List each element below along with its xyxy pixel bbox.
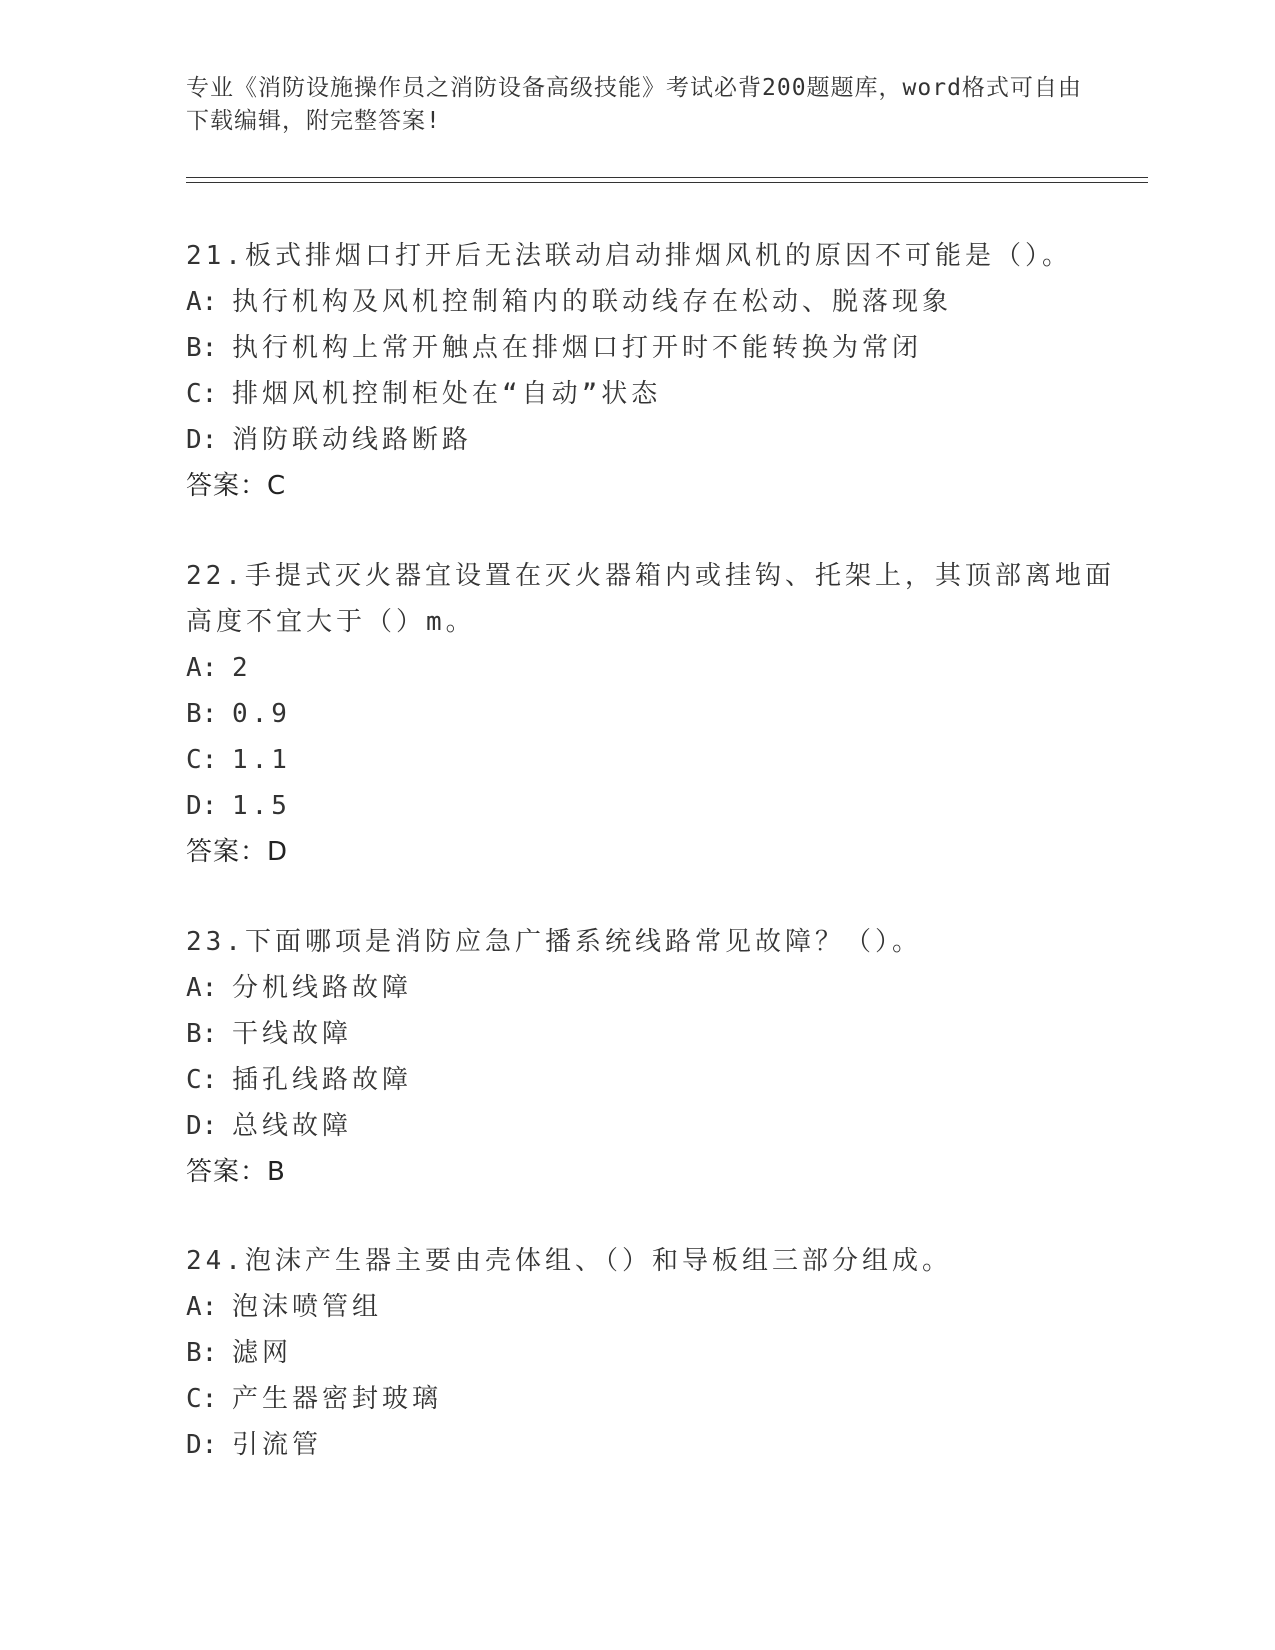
option-text: 引流管: [232, 1430, 323, 1460]
option-key: A:: [186, 1292, 218, 1322]
option-b: [186, 691, 1116, 737]
answer-label: 答案：C: [186, 471, 287, 501]
option-text: 插孔线路故障: [232, 1065, 413, 1095]
option-text: 2: [232, 653, 252, 683]
option-text: 分机线路故障: [232, 973, 413, 1003]
answer-label: 答案：B: [186, 1157, 286, 1187]
option-key: A:: [186, 287, 218, 317]
option-b: [186, 325, 1116, 371]
option-text: 执行机构上常开触点在排烟口打开时不能转换为常闭: [232, 333, 923, 363]
option-d: [186, 783, 1116, 829]
question-24: [186, 1238, 1116, 1468]
option-key: B:: [186, 333, 218, 363]
option-key: B:: [186, 1019, 218, 1049]
option-key: C:: [186, 1384, 218, 1414]
answer-label: 答案：D: [186, 837, 289, 867]
option-key: A:: [186, 653, 218, 683]
question-stem: 21.板式排烟口打开后无法联动启动排烟风机的原因不可能是（）。: [186, 241, 1072, 271]
option-c: [186, 1057, 1116, 1103]
option-text: 1.1: [232, 745, 291, 775]
header-divider-bottom: [186, 182, 1148, 183]
document-header: [186, 72, 1086, 138]
option-c: [186, 1376, 1116, 1422]
question-23: [186, 919, 1116, 1195]
question-22: [186, 553, 1116, 875]
option-key: C:: [186, 1065, 218, 1095]
option-b: [186, 1330, 1116, 1376]
question-stem: 22.手提式灭火器宜设置在灭火器箱内或挂钩、托架上，其顶部离地面高度不宜大于（）m。: [186, 561, 1115, 637]
option-key: D:: [186, 1111, 218, 1141]
option-key: B:: [186, 1338, 218, 1368]
option-key: B:: [186, 699, 218, 729]
option-text: 泡沫喷管组: [232, 1292, 383, 1322]
option-key: C:: [186, 379, 218, 409]
question-21: [186, 233, 1116, 509]
option-text: 执行机构及风机控制箱内的联动线存在松动、脱落现象: [232, 287, 953, 317]
header-divider-top: [186, 177, 1148, 178]
option-text: 0.9: [232, 699, 291, 729]
header-title: 专业《消防设施操作员之消防设备高级技能》考试必背200题题库，word格式可自由下载编辑，附完整答案!: [186, 75, 1082, 134]
option-text: 消防联动线路断路: [232, 425, 473, 455]
option-d: [186, 1103, 1116, 1149]
option-a: [186, 645, 1116, 691]
option-text: 产生器密封玻璃: [232, 1384, 443, 1414]
option-text: 滤网: [232, 1338, 293, 1368]
option-key: C:: [186, 745, 218, 775]
option-a: [186, 965, 1116, 1011]
option-b: [186, 1011, 1116, 1057]
option-text: 干线故障: [232, 1019, 353, 1049]
question-stem: 23.下面哪项是消防应急广播系统线路常见故障？（）。: [186, 927, 922, 957]
option-key: D:: [186, 791, 218, 821]
option-text: 总线故障: [232, 1111, 353, 1141]
option-c: [186, 371, 1116, 417]
option-text: 排烟风机控制柜处在“自动”状态: [232, 379, 662, 409]
option-d: [186, 417, 1116, 463]
option-key: A:: [186, 973, 218, 1003]
option-key: D:: [186, 1430, 218, 1460]
option-text: 1.5: [232, 791, 291, 821]
option-key: D:: [186, 425, 218, 455]
option-c: [186, 737, 1116, 783]
option-d: [186, 1422, 1116, 1468]
option-a: [186, 279, 1116, 325]
question-stem: 24.泡沫产生器主要由壳体组、（）和导板组三部分组成。: [186, 1246, 952, 1276]
option-a: [186, 1284, 1116, 1330]
